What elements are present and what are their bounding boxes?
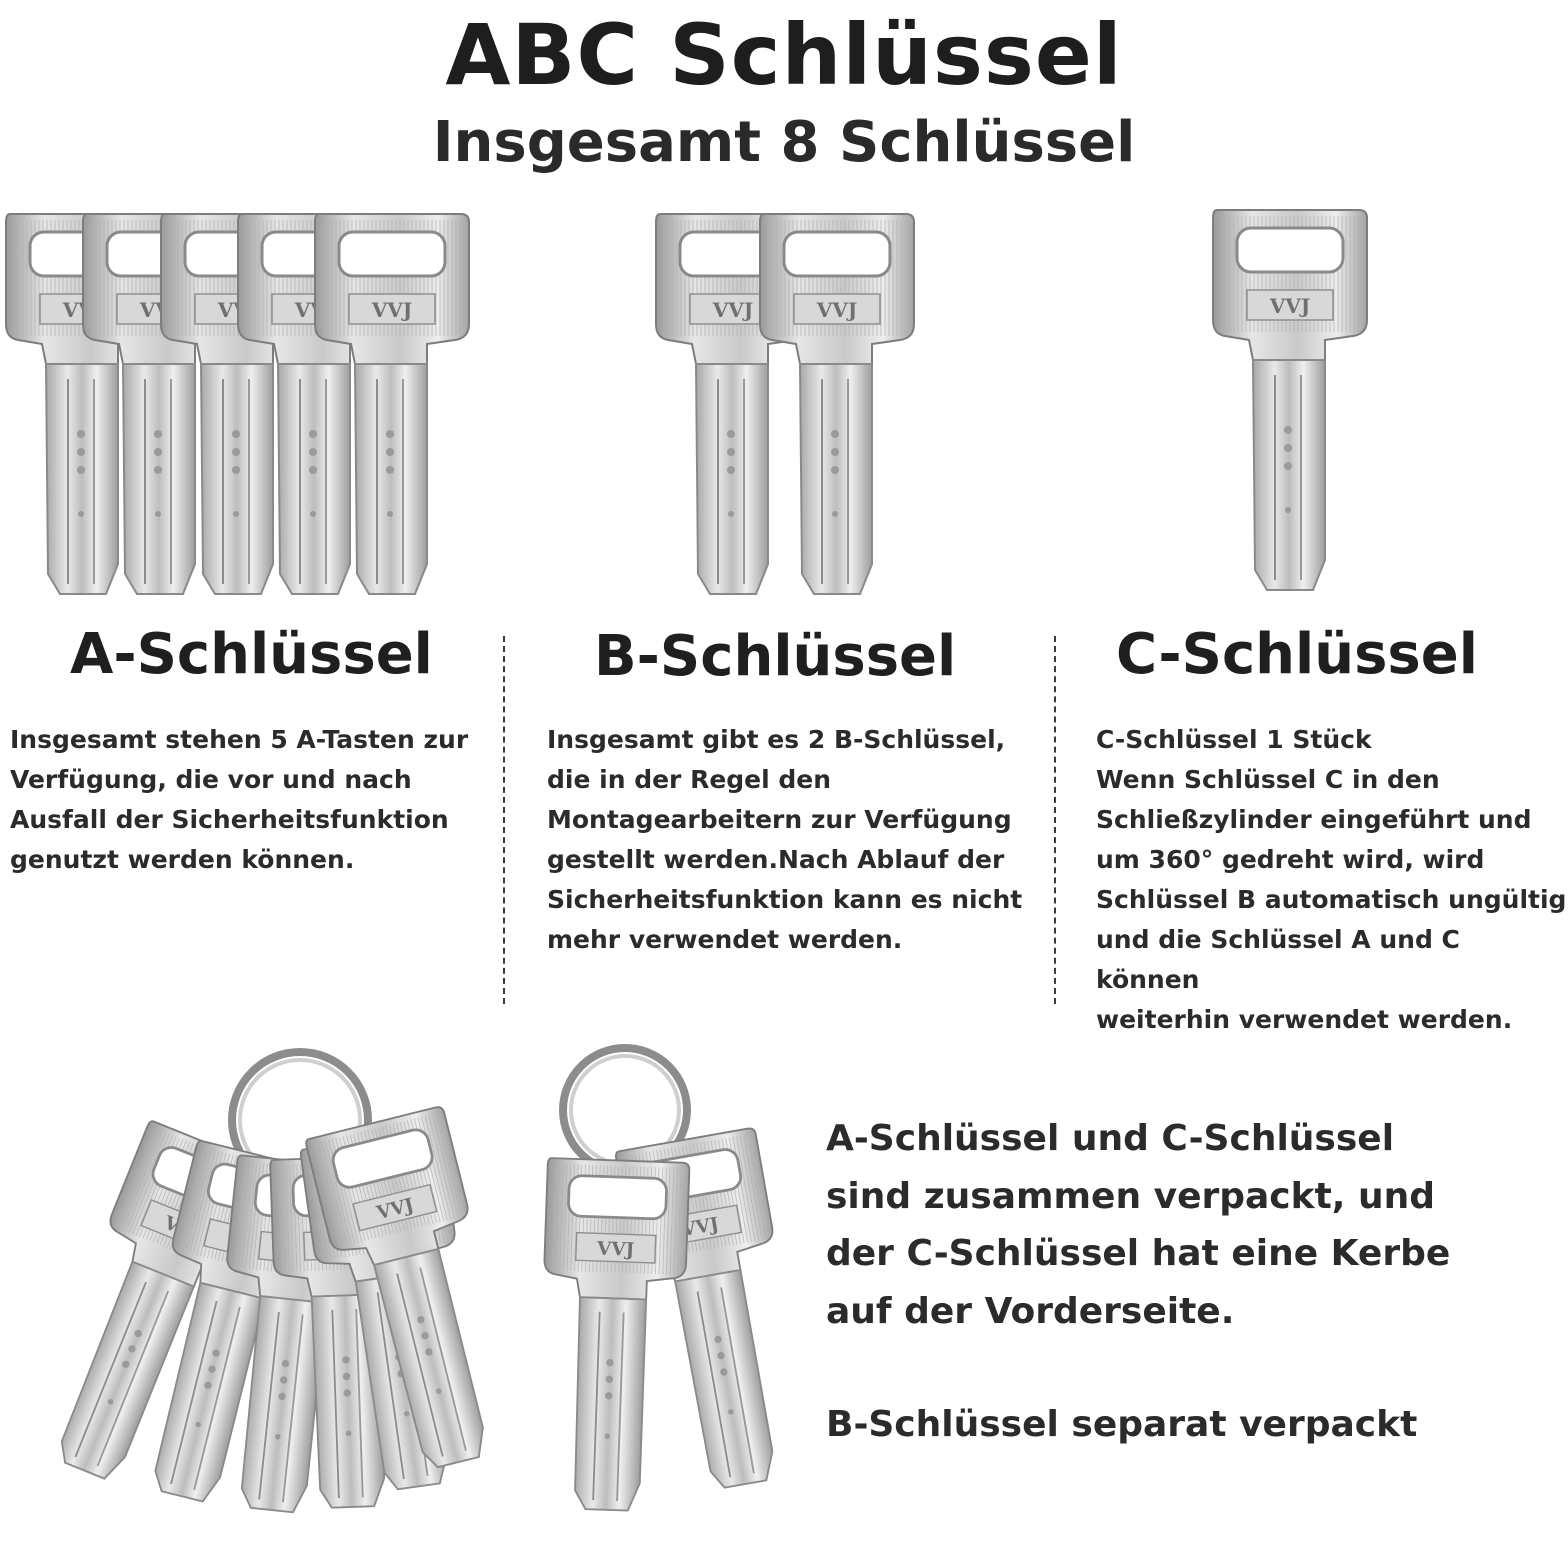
column-divider — [1054, 636, 1056, 1004]
section-a-description: Insgesamt stehen 5 A-Tasten zur Verfügung, die vor und nach Ausfall der Sicherheitsfunktion genutzt werden können. — [10, 725, 469, 874]
column-divider — [503, 636, 505, 1004]
a-keys-group — [6, 214, 469, 594]
packaging-note-separate: B-Schlüssel separat verpackt — [826, 1404, 1418, 1445]
key-bundle-b — [536, 1048, 815, 1512]
section-b-heading: B-Schlüssel — [594, 624, 957, 689]
c-key — [1213, 210, 1367, 590]
bundled-key — [536, 1158, 690, 1512]
section-a-heading: A-Schlüssel — [70, 622, 433, 687]
key-illustrations: VVJ — [0, 0, 1568, 1568]
b-keys-group — [656, 214, 914, 594]
packaging-note-together: A-Schlüssel und C-Schlüssel sind zusammen verpackt, und der C-Schlüssel hat eine Kerbe auf der Vorderseite. — [826, 1118, 1451, 1332]
b-key — [760, 214, 914, 594]
page-subtitle: Insgesamt 8 Schlüssel — [432, 110, 1136, 175]
page-title: ABC Schlüssel — [445, 6, 1123, 104]
section-c-heading: C-Schlüssel — [1116, 622, 1478, 687]
c-keys-group — [1213, 210, 1367, 590]
section-b-description: Insgesamt gibt es 2 B-Schlüssel, die in der Regel den Montagearbeitern zur Verfügung gestellt werden.Nach Ablauf der Sicherheitsfunktion kann es nicht mehr verwendet werden. — [547, 725, 1023, 954]
key-bundle-a-c — [19, 1052, 527, 1517]
section-c-description: C-Schlüssel 1 Stück Wenn Schlüssel C in den Schließzylinder eingeführt und um 360° gedreht wird, wird Schlüssel B automatisch ungültig und die Schlüssel A und C können weiterhin verwendet werden. — [1096, 725, 1567, 1034]
